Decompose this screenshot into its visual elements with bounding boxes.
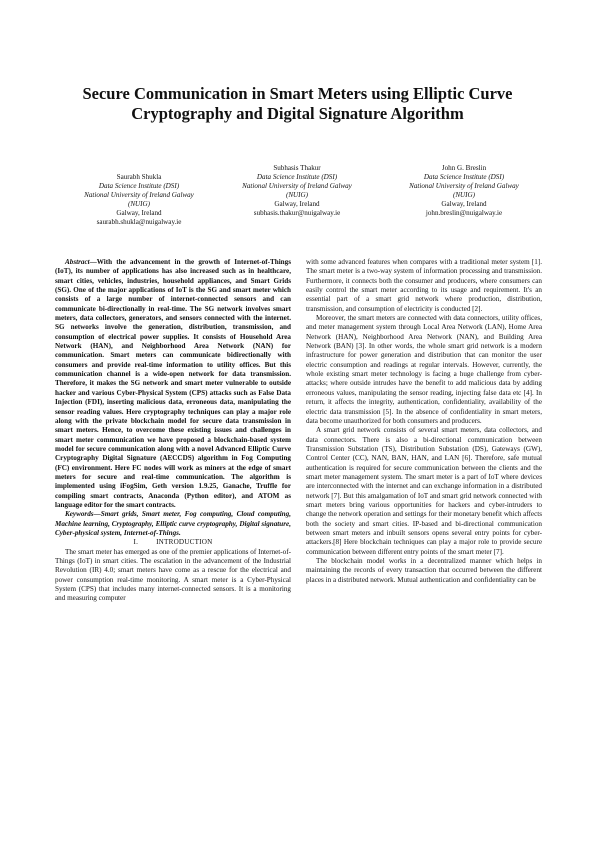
author-email: subhasis.thakur@nuigalway.ie <box>253 209 341 218</box>
paper-title: Secure Communication in Smart Meters using Elliptic Curve Cryptography and Digital Signature Algorithm <box>82 84 513 123</box>
author-affiliation: Data Science Institute (DSI) <box>256 173 338 182</box>
author-affiliation: National University of Ireland Galway <box>84 191 194 200</box>
left-column <box>55 258 291 604</box>
body-paragraph: Moreover, the smart meters are connected with data connectors, utility offices, and meter management system through Local Area Network (LAN), Home Area Network (HAN), Neighborhood Area Network (NAN), and Building Area Network (BAN) [3]. In other words, the whole smart grid network is a modern infrastructure for power generation and distribution that can monitor the user electric consumption and readings at regular intervals. However, currently, the whole existing smart meter technology is facing a huge challenge from cyber-attacks; where outside intrudes have the benefit to add malicious data by adding erroneous values, manipulating the sensor reading, injecting false data etc [4]. In return, it affects the integrity, authentication, confidentiality, availability of the electric data transmission [5]. In the absence of confidentiality in smart meters, data become unauthorized for both consumers and producers. <box>306 314 542 425</box>
author-affiliation: Data Science Institute (DSI) <box>423 173 505 182</box>
author-affiliation: (NUIG) <box>452 191 476 200</box>
keywords-text: —Smart grids, Smart meter, Fog computing, Cloud computing, Machine learning, Cryptography, Elliptic curve cryptography, Digital signature, Cyber-physical system, Internet-of-Things. <box>55 510 291 537</box>
author-affiliation: National University of Ireland Galway <box>242 182 352 191</box>
right-column <box>306 258 542 585</box>
abstract-label: Abstract <box>65 258 90 266</box>
body-paragraph: The blockchain model works in a decentralized manner which helps in maintaining the records of every transaction that occurred between the different places in a distributed network. Mutual authentication and confidentiality can be <box>306 557 542 584</box>
author-affiliation: (NUIG) <box>285 191 309 200</box>
author-name: Saurabh Shukla <box>116 173 162 181</box>
keywords-label: Keywords <box>65 510 94 519</box>
author-email: john.breslin@nuigalway.ie <box>425 209 503 218</box>
author-block-3 <box>379 164 549 219</box>
abstract <box>55 258 291 510</box>
section-number: I. <box>133 538 139 547</box>
body-paragraph: with some advanced features when compares with a traditional meter system [1]. The smart meter is a two-way system of information processing and transmission. Furthermore, it connects both the consumer and producers, where consumers can easily control the smart meter according to its usage and requirement. It's an essential part of a smart grid network where production, distribution, transmission, and consumption of electricity is conducted [2]. <box>306 258 542 313</box>
body-paragraph: The smart meter has emerged as one of the premier applications of Internet-of-Things (IoT) in smart cities. The escalation in the advancement of the Industrial Revolution (IR) 4.0; smart meters have come as a rescue for the electrical and power consumption real-time monitoring. A smart meter is a Cyber-Physical System (CPS) that includes many internet-connected sensors. It is a monitoring and measuring computer <box>55 547 291 603</box>
section-title: INTRODUCTION <box>156 538 213 547</box>
author-email: saurabh.shukla@nuigalway.ie <box>96 218 182 227</box>
author-location: Galway, Ireland <box>441 200 487 209</box>
abstract-text: —With the advancement in the growth of Internet-of-Things (IoT), its number of applications has also increased such as in healthcare, smart cities, vehicles, industries, household appliances, and Smart Grids (SG). One of the major applications of IoT is the SG and smart meter which consists of a large number of internet-connected sensors and can communicate bi-directionally in real-time. The SG network involves smart meters, data collectors, generators, and sensors connected with the internet. SG networks involve the generation, distribution, transmission, and consumption of electrical power supplies. It consists of Household Area Network (HAN), and Neighborhood Area Network (NAN) for communication. Smart meters can communicate bidirectionally with consumers and provide real-time information to utility offices. But this communication channel is a wide-open network for data transmission. Therefore, it makes the SG network and smart meter vulnerable to outside hacker and various Cyber-Physical System (CPS) attacks such as False Data Injection (FDI), inserting malicious data, erroneous data, manipulating the sensor reading values. Here cryptography techniques can play a major role along with the private blockchain model for secure data transmission in smart meters. Hence, to overcome these existing issues and challenges in smart meter communication we have proposed a blockchain-based system model for secure communication along with a novel Advanced Elliptic Curve Cryptography Digital Signature (AECCDS) algorithm in Fog Computing (FC) environment. Here FC nodes will work as miners at the edge of smart meters for secure and real-time communication. The algorithm is implemented using iFogSim, Geth version 1.9.25, Ganache, Truffle for compiling smart contracts, Anaconda (Python editor), and ATOM as language editor for the smart contracts. <box>55 258 291 509</box>
keywords <box>55 510 291 538</box>
author-name: Subhasis Thakur <box>273 164 321 172</box>
section-heading <box>55 538 291 547</box>
author-affiliation: (NUIG) <box>127 200 151 209</box>
author-name: John G. Breslin <box>441 164 487 172</box>
author-location: Galway, Ireland <box>274 200 320 209</box>
author-location: Galway, Ireland <box>116 209 162 218</box>
author-affiliation: Data Science Institute (DSI) <box>98 182 180 191</box>
author-block-1 <box>54 173 224 228</box>
author-affiliation: National University of Ireland Galway <box>409 182 519 191</box>
author-block-2 <box>212 164 382 219</box>
body-paragraph: A smart grid network consists of several smart meters, data collectors, and data connectors. There is also a bi-directional communication between Transmission Substation (TS), Distribution Substation (DS), Gateways (GW), Control Center (CC), NAN, BAN, HAN, and LAN [6]. Therefore, safe mutual authentication is required for secure communication between the clients and the smart meter management system. The smart meter is a part of IoT where devices are interconnected with the internet and can exchange information in a distributed network [7]. But this amalgamation of IoT and smart grid network connected with smart meters bring various opportunities for hackers and cyber-intruders to change the network operation and settings for their monetary benefit which affects both the society and smart cities. IP-based and bi-directional communication between smart meters and inbuilt sensors opens several entry points for cyber-attackers.[8] Here blockchain techniques can play a major role to provide secure communication between different entry points of the smart meter [7]. <box>306 426 542 556</box>
